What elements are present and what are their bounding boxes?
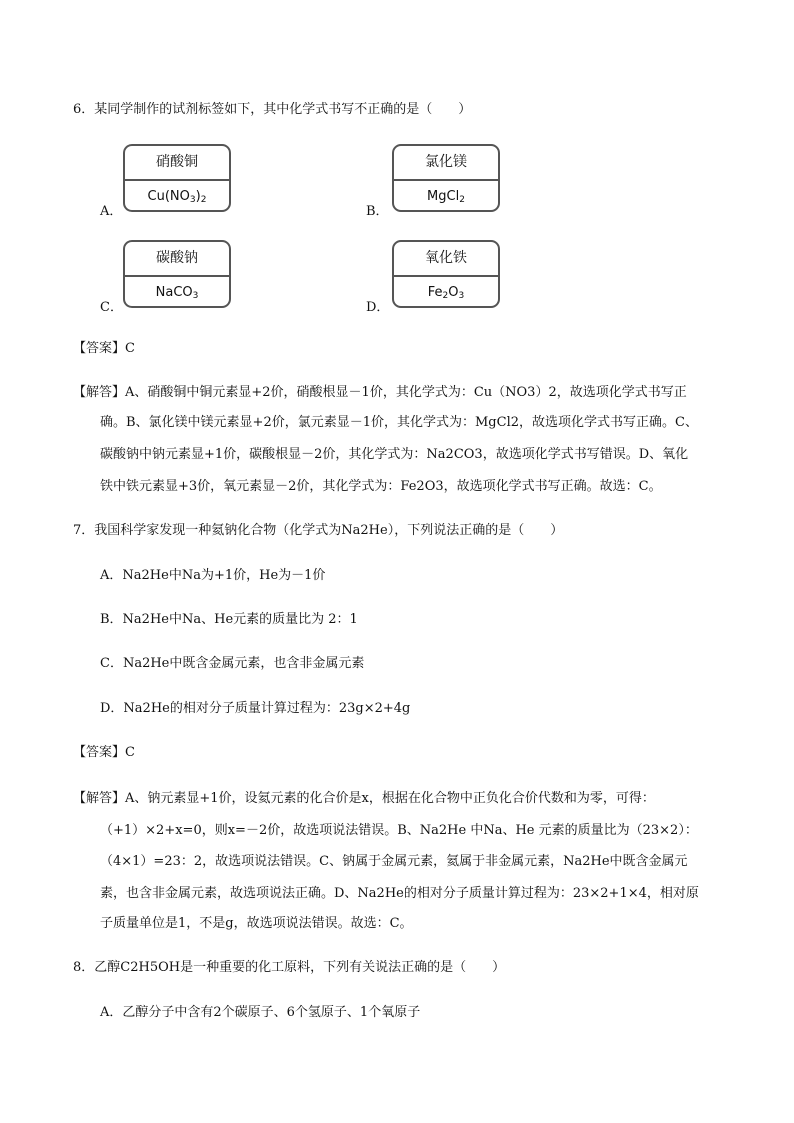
question-7-analysis-line-4: 素，也含非金属元素，故选项说法正确。D、Na2He的相对分子质量计算过程为：23×2+1×4，相对原: [100, 886, 699, 901]
question-7-stem: 7．我国科学家发现一种氦钠化合物（化学式为Na2He），下列说法正确的是（ ）: [73, 523, 564, 538]
question-8-stem: 8．乙醇C2H5OH是一种重要的化工原料，下列有关说法正确的是（ ）: [73, 960, 506, 975]
question-6-stem: 6．某同学制作的试剂标签如下，其中化学式书写不正确的是（ ）: [73, 102, 472, 117]
question-7-analysis-line-3: （4×1）=23：2，故选项说法错误。C、钠属于金属元素，氦属于非金属元素，Na2He中既含金属元: [100, 854, 688, 869]
reagent-label-b-name: 氯化镁: [394, 146, 498, 181]
reagent-label-a-formula: $Cu(NO_3)_2$: [147, 189, 207, 205]
question-7-option-d: D．Na2He的相对分子质量计算过程为：23g×2+4g: [100, 701, 411, 716]
reagent-label-d: [392, 240, 500, 308]
question-7-analysis-line-1: 【解答】A、钠元素显+1价，设氦元素的化合价是x，根据在化合物中正负化合价代数和为零，可得：: [73, 791, 655, 806]
question-7-option-b: B．Na2He中Na、He元素的质量比为 2：1: [100, 612, 358, 627]
reagent-label-c-formula: NaCO$_3$: [155, 285, 199, 301]
reagent-label-b: [392, 144, 500, 212]
reagent-label-a-name: 硝酸铜: [125, 146, 229, 181]
question-6-analysis-line-1: 【解答】A、硝酸铜中铜元素显+2价，硝酸根显－1价，其化学式为：Cu（NO3）2，故选项化学式书写正: [73, 385, 687, 400]
option-d-letter: D．: [366, 300, 390, 315]
reagent-label-b-formula: MgCl$_2$: [427, 189, 465, 205]
reagent-label-d-name: 氧化铁: [394, 242, 498, 277]
question-8-option-a: A．乙醇分子中含有2个碳原子、6个氢原子、1个氧原子: [100, 1005, 421, 1020]
option-c-letter: C．: [100, 300, 123, 315]
question-7-option-a: A．Na2He中Na为+1价，He为－1价: [100, 568, 326, 583]
option-a-letter: A．: [100, 204, 123, 219]
reagent-label-c: [123, 240, 231, 308]
question-7-option-c: C．Na2He中既含金属元素，也含非金属元素: [100, 656, 365, 671]
question-7-answer: 【答案】C: [73, 745, 135, 760]
question-7-analysis-line-2: （+1）×2+x=0，则x=－2价，故选项说法错误。B、Na2He 中Na、He 元素的质量比为（23×2）：: [100, 823, 698, 838]
question-7-analysis-line-5: 子质量单位是1，不是g，故选项说法错误。故选：C。: [100, 916, 413, 931]
question-6-analysis-line-2: 确。B、氯化镁中镁元素显+2价，氯元素显－1价，其化学式为：MgCl2，故选项化学式书写正确。C、: [100, 415, 698, 430]
question-6-answer: 【答案】C: [73, 341, 135, 356]
question-6-analysis-line-3: 碳酸钠中钠元素显+1价，碳酸根显－2价，其化学式为：Na2CO3，故选项化学式书写错误。D、氧化: [100, 447, 689, 462]
question-6-analysis-line-4: 铁中铁元素显+3价，氧元素显－2价，其化学式为：Fe2O3，故选项化学式书写正确。故选：C。: [100, 479, 662, 494]
option-b-letter: B．: [366, 204, 389, 219]
reagent-label-a: [123, 144, 231, 212]
reagent-label-c-name: 碳酸钠: [125, 242, 229, 277]
reagent-label-d-formula: $Fe_2O_3$: [427, 285, 465, 301]
